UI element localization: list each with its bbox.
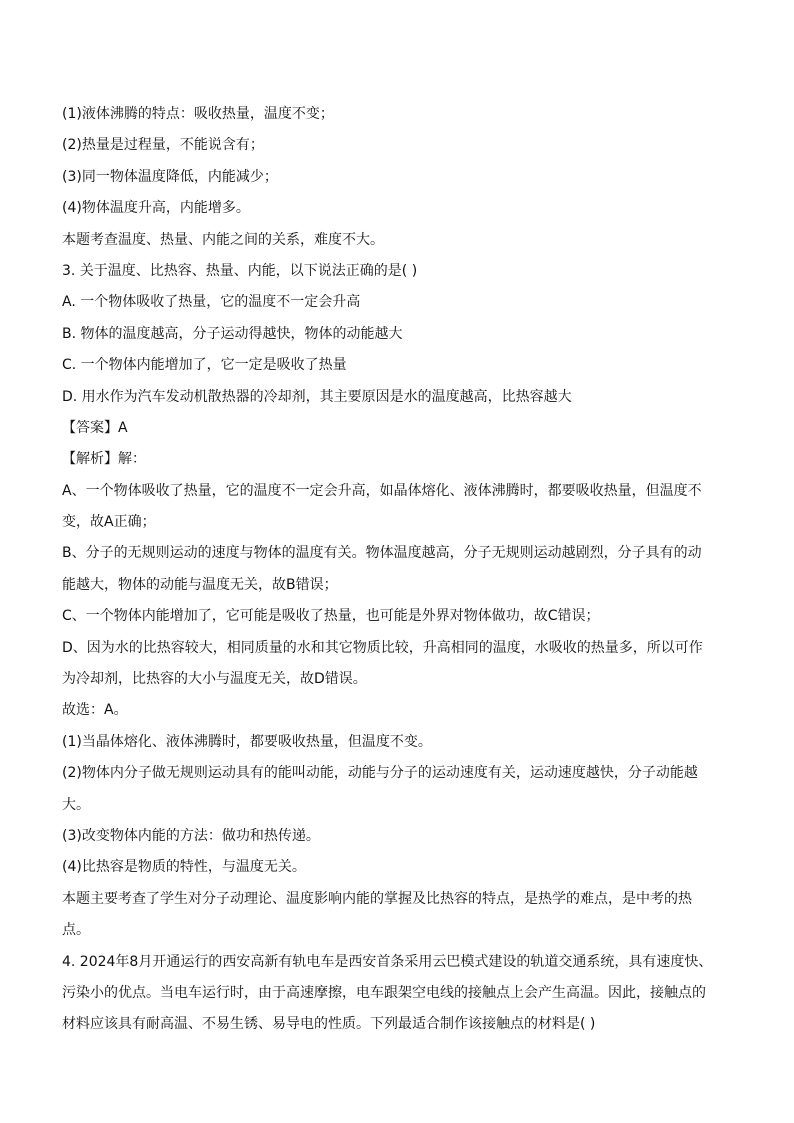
text-line: (4)物体温度升高，内能增多。	[62, 200, 250, 217]
option-c: C. 一个物体内能增加了，它一定是吸收了热量	[62, 357, 347, 374]
question-3-stem: 3. 关于温度、比热容、热量、内能，以下说法正确的是( )	[62, 262, 418, 279]
text-line: (3)同一物体温度降低，内能减少；	[62, 168, 278, 185]
option-d: D. 用水作为汽车发动机散热器的冷却剂，其主要原因是水的温度越高，比热容越大	[62, 388, 572, 405]
text-line: (4)比热容是物质的特性，与温度无关。	[62, 859, 306, 876]
text-line: 本题主要考查了学生对分子动理论、温度影响内能的掌握及比热容的特点，是热学的难点，是中考的热	[62, 890, 692, 907]
option-b: B. 物体的温度越高，分子运动得越快，物体的动能越大	[62, 325, 403, 342]
text-line: B、分子的无规则运动的速度与物体的温度有关。物体温度越高，分子无规则运动越剧烈，分子具有的动	[62, 545, 702, 562]
document-body	[62, 99, 742, 1041]
option-a: A. 一个物体吸收了热量，它的温度不一定会升高	[62, 294, 361, 311]
text-line: 本题考查温度、热量、内能之间的关系，难度不大。	[62, 231, 384, 248]
text-line: 为冷却剂，比热容的大小与温度无关，故D错误。	[62, 671, 367, 688]
text-line: D、因为水的比热容较大，相同质量的水和其它物质比较，升高相同的温度，水吸收的热量多，所以可作	[62, 639, 703, 656]
text-line: 点。	[62, 922, 90, 939]
text-line: C、一个物体内能增加了，它可能是吸收了热量，也可能是外界对物体做功，故C错误；	[62, 608, 600, 625]
text-line: (1)当晶体熔化、液体沸腾时，都要吸收热量，但温度不变。	[62, 733, 432, 750]
question-4-stem: 污染小的优点。当电车运行时，由于高速摩擦，电车跟架空电线的接触点上会产生高温。因此，接触点的	[62, 984, 706, 1001]
text-line: (1)液体沸腾的特点：吸收热量，温度不变；	[62, 106, 334, 122]
text-line: (2)物体内分子做无规则运动具有的能叫动能，动能与分子的运动速度有关，运动速度越快，分子动能越	[62, 765, 698, 782]
question-4-stem: 4. 2024年8月开通运行的西安高新有轨电车是西安首条采用云巴模式建设的轨道交通系统，具有速度快、	[62, 953, 713, 970]
text-line: (3)改变物体内能的方法：做功和热传递。	[62, 827, 320, 844]
question-4-stem: 材料应该具有耐高温、不易生锈、易导电的性质。下列最适合制作该接触点的材料是( )	[62, 1016, 596, 1033]
text-line: A、一个物体吸收了热量，它的温度不一定会升高，如晶体熔化、液体沸腾时，都要吸收热量，但温度不	[62, 482, 702, 499]
selection-line: 故选：A。	[62, 702, 128, 719]
text-line: (2)热量是过程量，不能说含有；	[62, 137, 264, 154]
text-line: 变，故A正确；	[62, 514, 156, 531]
text-line: 能越大，物体的动能与温度无关，故B错误；	[62, 576, 338, 593]
answer-line: 【答案】A	[62, 419, 128, 436]
text-line: 大。	[62, 796, 90, 813]
analysis-heading: 【解析】解：	[62, 451, 146, 468]
